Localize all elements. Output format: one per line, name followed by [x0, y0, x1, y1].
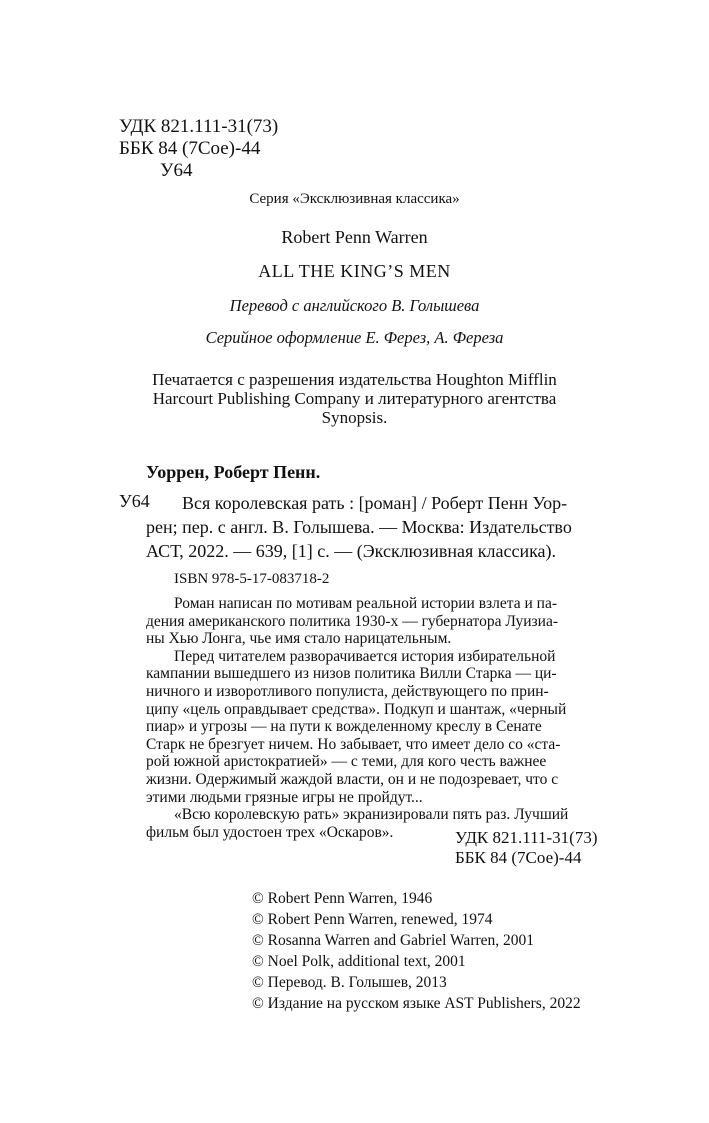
annotation-line: пиар» и угрозы — на пути к вожделенному креслу в Сенате — [146, 718, 542, 736]
annotation-line: Перед читателем разворачивается история избирательной — [174, 647, 556, 665]
permission-notice — [0, 370, 709, 427]
annotation-line: этими людьми грязные игры не пройдут... — [146, 788, 423, 806]
translation-credit: Перевод с английского В. Голышева — [229, 296, 480, 315]
copyright-block — [252, 888, 581, 1014]
permission-line: Synopsis. — [321, 408, 388, 427]
isbn: ISBN 978-5-17-083718-2 — [174, 571, 330, 587]
copyright-line: © Robert Penn Warren, 1946 — [252, 890, 433, 907]
bibliography-code: У64 — [119, 491, 150, 511]
copyright-line: © Robert Penn Warren, renewed, 1974 — [252, 911, 493, 928]
annotation-line: ны Хью Лонга, чье имя стало нарицательным. — [146, 630, 452, 648]
bibliography-line: Вся королевская рать : [роман] / Роберт Пенн Уор- — [182, 493, 568, 513]
annotation-line: Старк не брезгует ничем. Но забывает, что имеет дело со «ста- — [146, 735, 561, 753]
bbk-code: ББК 84 (7Сое)-44 — [119, 138, 261, 159]
author-mark: У64 — [160, 160, 193, 181]
annotation-line: рой южной аристократией» — с теми, для кого честь важнее — [146, 753, 547, 771]
annotation-line: Роман написан по мотивам реальной истории взлета и па- — [174, 595, 557, 612]
book-author: Robert Penn Warren — [281, 227, 428, 247]
copyright-line: © Издание на русском языке AST Publishers, 2022 — [252, 995, 581, 1012]
copyright-line: © Noel Polk, additional text, 2001 — [252, 953, 466, 970]
book-title: ALL THE KING’S MEN — [258, 261, 451, 281]
series-line: Серия «Эксклюзивная классика» — [249, 191, 460, 207]
annotation-line: жизни. Одержимый жаждой власти, он и не подозревает, что с — [146, 770, 559, 788]
bibliography-line: рен; пер. с англ. В. Голышева. — Москва: Издательство — [146, 517, 572, 537]
annotation-line: фильм был удостоен трех «Оскаров». — [146, 823, 394, 841]
annotation-line: «Всю королевскую рать» экранизировали пять раз. Лучший — [174, 806, 569, 824]
annotation-line: ципу «цель оправдывает средства». Подкуп и шантаж, «черный — [146, 700, 567, 718]
copyright-line: © Rosanna Warren and Gabriel Warren, 2001 — [252, 932, 535, 949]
permission-line: Печатается с разрешения издательства Houghton Mifflin — [152, 370, 557, 389]
annotation-line: ничного и изворотливого популиста, действующего по прин- — [146, 682, 549, 700]
udk-code: УДК 821.111-31(73) — [119, 116, 279, 137]
bibliography-entry — [146, 491, 622, 563]
bibliography-line: АСТ, 2022. — 639, [1] с. — (Эксклюзивная классика). — [146, 541, 557, 561]
copyright-line: © Перевод. В. Голышев, 2013 — [252, 974, 447, 991]
annotation — [146, 595, 624, 841]
design-credit: Серийное оформление Е. Ферез, А. Фереза — [205, 328, 504, 347]
footer-udk: УДК 821.111-31(73) — [455, 828, 598, 847]
footer-classification — [455, 828, 597, 868]
permission-line: Harcourt Publishing Company и литературного агентства — [152, 389, 557, 408]
annotation-line: дения американского политика 1930-х — губернатора Луизиа- — [146, 612, 559, 630]
bibliography-heading: Уоррен, Роберт Пенн. — [146, 462, 321, 482]
annotation-line: кампании вышедшего из низов политика Вилли Старка — ци- — [146, 665, 557, 683]
footer-bbk: ББК 84 (7Сое)-44 — [455, 848, 582, 867]
